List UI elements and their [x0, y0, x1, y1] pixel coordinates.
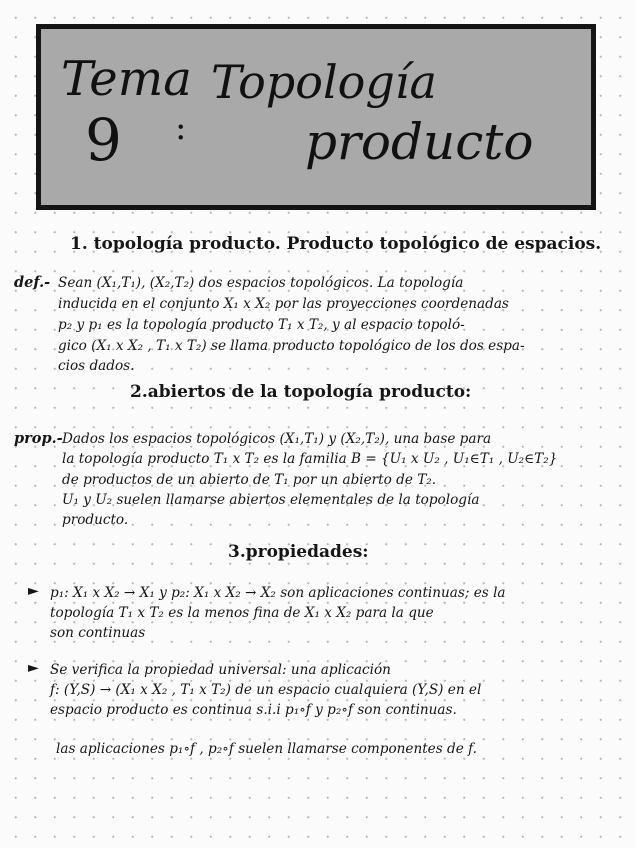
- final-line: las aplicaciones p₁∘f , p₂∘f suelen llamarse componentes de f.: [56, 741, 477, 757]
- title-tema: Tema: [61, 51, 192, 107]
- bullet-arrow-icon: ►: [28, 583, 39, 599]
- title-producto: producto: [305, 113, 534, 171]
- title-colon: :: [175, 108, 187, 148]
- prop-line: producto.: [62, 512, 129, 528]
- section-1-heading: 1. topología producto. Producto topológico de espacios.: [70, 234, 602, 254]
- title-topologia: Topología: [211, 55, 437, 109]
- bullet-arrow-icon: ►: [28, 660, 39, 676]
- def-line: cios dados.: [58, 358, 135, 374]
- def-line: gico (X₁ x X₂ , T₁ x T₂) se llama producto topológico de los dos espa-: [58, 338, 525, 354]
- bullet1-line: topología T₁ x T₂ es la menos fina de X₁ x X₂ para la que: [50, 605, 434, 621]
- prop-line: Dados los espacios topológicos (X₁,T₁) y (X₂,T₂), una base para: [62, 431, 492, 447]
- bullet1-line: son continuas: [50, 625, 146, 641]
- section-3-heading: 3.propiedades:: [228, 542, 369, 562]
- def-line: inducida en el conjunto X₁ x X₂ por las proyecciones coordenadas: [58, 296, 509, 312]
- def-tag: def.-: [14, 274, 51, 291]
- section-2-heading: 2.abiertos de la topología producto:: [130, 382, 472, 402]
- bullet1-line: p₁: X₁ x X₂ → X₁ y p₂: X₁ x X₂ → X₂ son aplicaciones continuas; es la: [50, 585, 506, 601]
- title-number: 9: [85, 106, 122, 174]
- prop-line: la topología producto T₁ x T₂ es la familia B = {U₁ x U₂ , U₁∈T₁ , U₂∈T₂}: [62, 451, 558, 467]
- bullet2-line: Se verifica la propiedad universal: una aplicación: [50, 662, 391, 678]
- bullet2-line: f: (Y,S) → (X₁ x X₂ , T₁ x T₂) de un espacio cualquiera (Y,S) en el: [50, 682, 482, 698]
- bullet2-line: espacio producto es continua s.i.i p₁∘f y p₂∘f son continuas.: [50, 702, 457, 718]
- prop-line: de productos de un abierto de T₁ por un abierto de T₂.: [62, 472, 437, 488]
- title-box: [36, 24, 596, 210]
- def-line: Sean (X₁,T₁), (X₂,T₂) dos espacios topológicos. La topología: [58, 275, 464, 291]
- def-line: p₂ y p₁ es la topología producto T₁ x T₂, y al espacio topoló-: [58, 317, 465, 333]
- prop-line: U₁ y U₂ suelen llamarse abiertos elementales de la topología: [62, 492, 480, 508]
- prop-tag: prop.-: [14, 430, 63, 447]
